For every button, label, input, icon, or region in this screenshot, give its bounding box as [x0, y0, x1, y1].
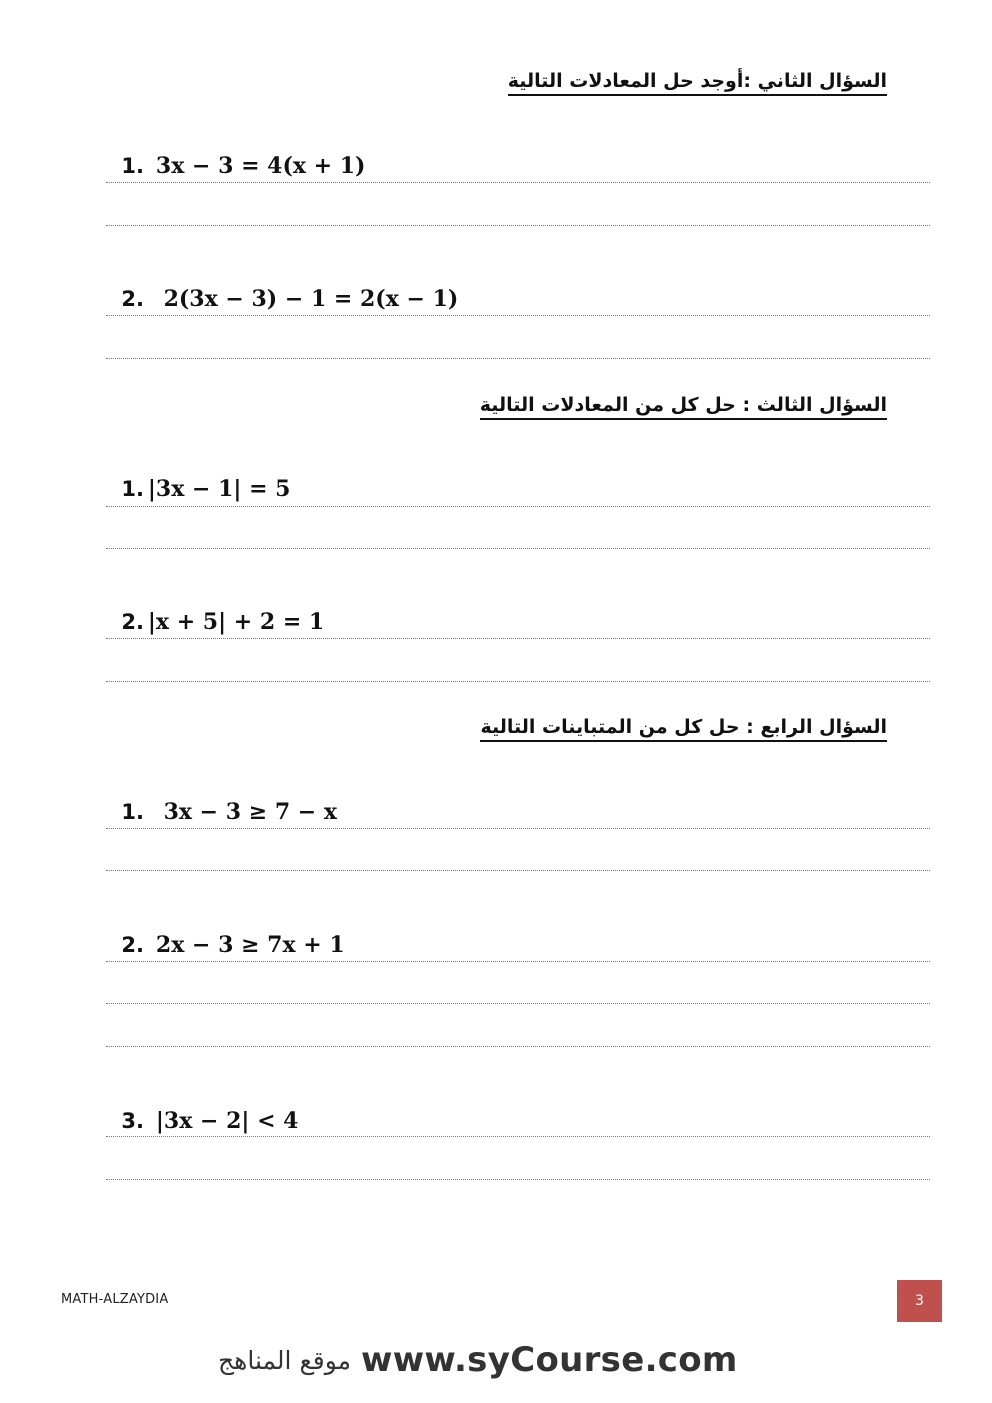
answer-line[interactable] [106, 548, 930, 549]
answer-line[interactable] [106, 1003, 930, 1004]
answer-line[interactable] [106, 1136, 930, 1137]
problem-4-1 [106, 770, 337, 826]
problem-3-1 [106, 447, 290, 503]
equation: 2x − 3 ≥ 7x + 1 [155, 932, 345, 958]
problem-2-2 [106, 257, 458, 313]
equation: |3x − 1| = 5 [147, 476, 291, 502]
equation: |x + 5| + 2 = 1 [147, 609, 325, 635]
answer-line[interactable] [106, 1179, 930, 1180]
problem-number: 2. [121, 933, 144, 957]
answer-line[interactable] [106, 681, 930, 682]
problem-2-1 [106, 124, 365, 180]
answer-line[interactable] [106, 225, 930, 226]
answer-line[interactable] [106, 358, 930, 359]
problem-number: 2. [121, 610, 144, 634]
problem-number: 1. [121, 154, 144, 178]
equation: 3x − 3 ≥ 7 − x [155, 799, 337, 825]
section-heading-2: السؤال الثاني :أوجد حل المعادلات التالية [508, 69, 887, 96]
section-heading-3: السؤال الثالث : حل كل من المعادلات التالية [480, 393, 887, 420]
answer-line[interactable] [106, 315, 930, 316]
answer-line[interactable] [106, 506, 930, 507]
answer-line[interactable] [106, 961, 930, 962]
section-heading-4: السؤال الرابع : حل كل من المتباينات التالية [480, 715, 887, 742]
equation: 3x − 3 = 4(x + 1) [155, 153, 366, 179]
problem-number: 1. [121, 800, 144, 824]
problem-number: 3. [121, 1109, 144, 1133]
footer-author: MATH-ALZAYDIA [61, 1292, 169, 1307]
problem-4-3 [106, 1079, 298, 1135]
answer-line[interactable] [106, 1046, 930, 1047]
problem-number: 1. [121, 477, 144, 501]
answer-line[interactable] [106, 870, 930, 871]
problem-number: 2. [121, 287, 144, 311]
watermark [218, 1340, 778, 1380]
watermark-site-name: موقع المناهج [218, 1345, 352, 1375]
problem-4-2 [106, 903, 345, 959]
answer-line[interactable] [106, 638, 930, 639]
equation: |3x − 2| < 4 [155, 1108, 299, 1134]
equation: 2(3x − 3) − 1 = 2(x − 1) [155, 286, 459, 312]
watermark-url: www.syCourse.com [361, 1340, 738, 1380]
page-number-badge: 3 [897, 1280, 942, 1322]
answer-line[interactable] [106, 828, 930, 829]
answer-line[interactable] [106, 182, 930, 183]
problem-3-2 [106, 580, 324, 636]
